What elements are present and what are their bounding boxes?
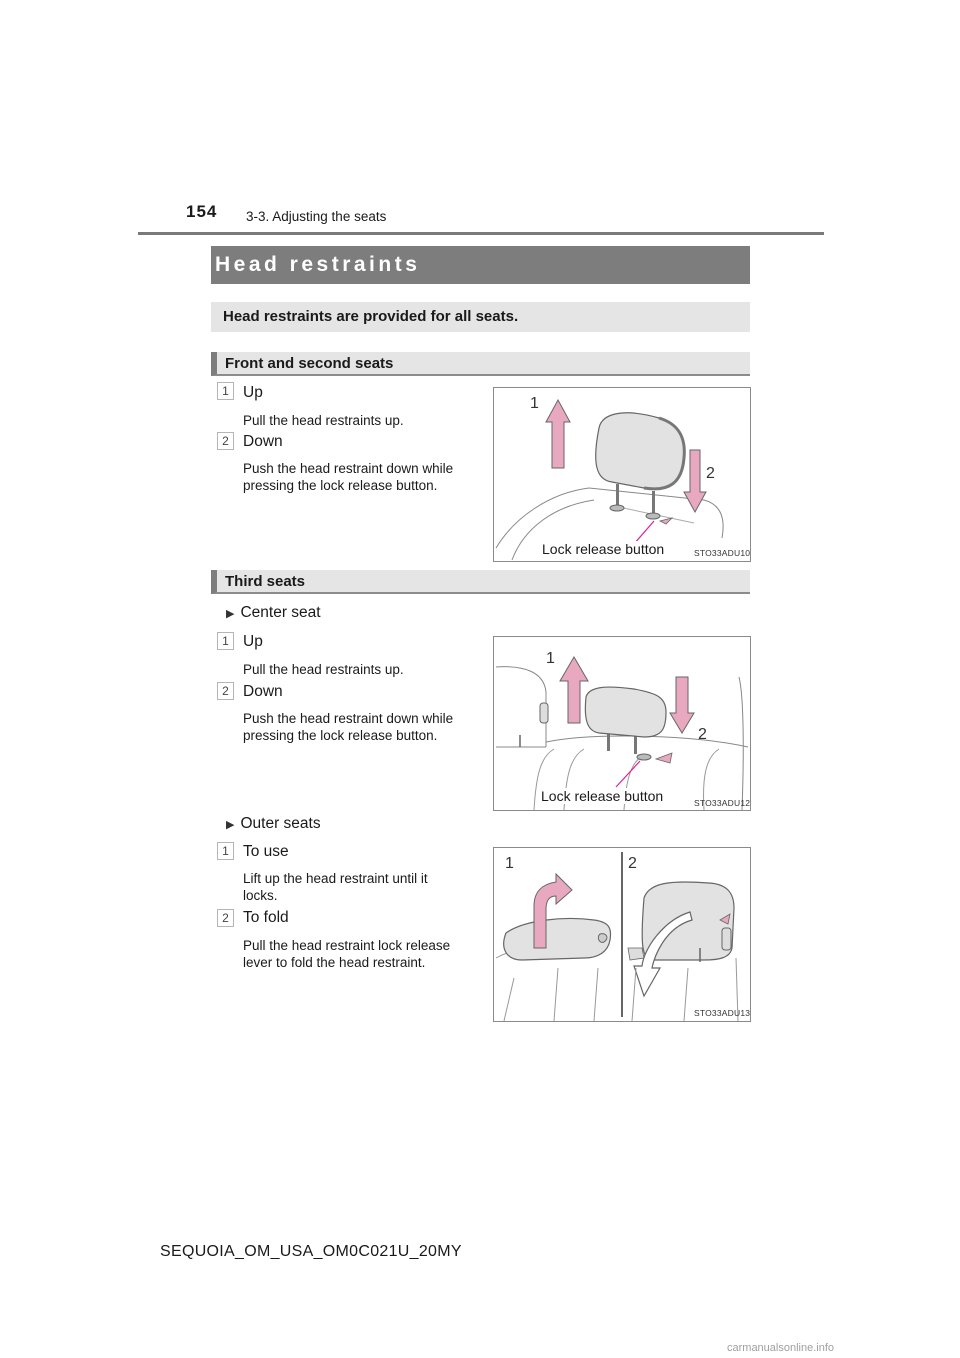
figure-label-lock-release: Lock release button [542,541,665,557]
bullet-label: Center seat [240,604,321,621]
document-footer: SEQUOIA_OM_USA_OM0C021U_20MY [160,1243,462,1260]
figure-callout-1: 1 [546,650,555,667]
step-desc-to-fold-line-2: lever to fold the head restraint. [243,955,426,970]
figure-callout-2: 2 [706,465,715,482]
figure-callout-2: 2 [628,855,637,872]
section-title: 3-3. Adjusting the seats [246,209,387,224]
step-desc-down-line-2: pressing the lock release button. [243,478,438,493]
step-desc-up: Pull the head restraints up. [243,662,404,677]
bullet-label: Outer seats [240,815,321,832]
step-title-to-fold: To fold [243,909,289,926]
step-title-to-use: To use [243,843,289,860]
step-marker-2: 2 [217,432,234,450]
watermark: carmanualsonline.info [727,1342,835,1354]
intro-band: Head restraints are provided for all seats. [211,302,750,332]
outer-seats-illustration [494,848,750,1021]
bullet-triangle-icon: ▶ [226,819,235,831]
center-seat-illustration [494,637,750,810]
step-marker-1: 1 [217,382,234,400]
step-desc-to-use-line-1: Lift up the head restraint until it [243,871,428,886]
figure-code: STO33ADU12 [694,798,751,808]
step-marker-2: 2 [217,909,234,927]
step-marker-2: 2 [217,682,234,700]
figure-callout-1: 1 [505,855,514,872]
figure-callout-1: 1 [530,395,539,412]
figure-code: STO33ADU10 [694,548,751,558]
bullet-center-seat [226,604,321,622]
step-title-up: Up [243,384,263,401]
step-desc-down-line-1: Push the head restraint down while [243,711,454,726]
figure-outer-seats [493,847,751,1022]
step-title-down: Down [243,433,283,450]
bullet-outer-seats [226,815,321,833]
step-desc-down-line-2: pressing the lock release button. [243,728,438,743]
page-number: 154 [186,202,218,221]
figure-callout-2: 2 [698,726,707,743]
subheading-front-second: Front and second seats [211,352,750,376]
step-desc-to-fold-line-1: Pull the head restraint lock release [243,938,451,953]
bullet-triangle-icon: ▶ [226,608,235,620]
subheading-third-seats: Third seats [211,570,750,594]
step-title-up: Up [243,633,263,650]
step-title-down: Down [243,683,283,700]
header-rule [138,232,824,235]
step-desc-to-use-line-2: locks. [243,888,278,903]
step-marker-1: 1 [217,632,234,650]
figure-code: STO33ADU13 [694,1008,751,1018]
figure-center-seat [493,636,751,811]
step-desc-down-line-1: Push the head restraint down while [243,461,454,476]
page-title: Head restraints [211,246,750,284]
figure-label-lock-release: Lock release button [541,788,664,804]
step-desc-up: Pull the head restraints up. [243,413,404,428]
step-marker-1: 1 [217,842,234,860]
